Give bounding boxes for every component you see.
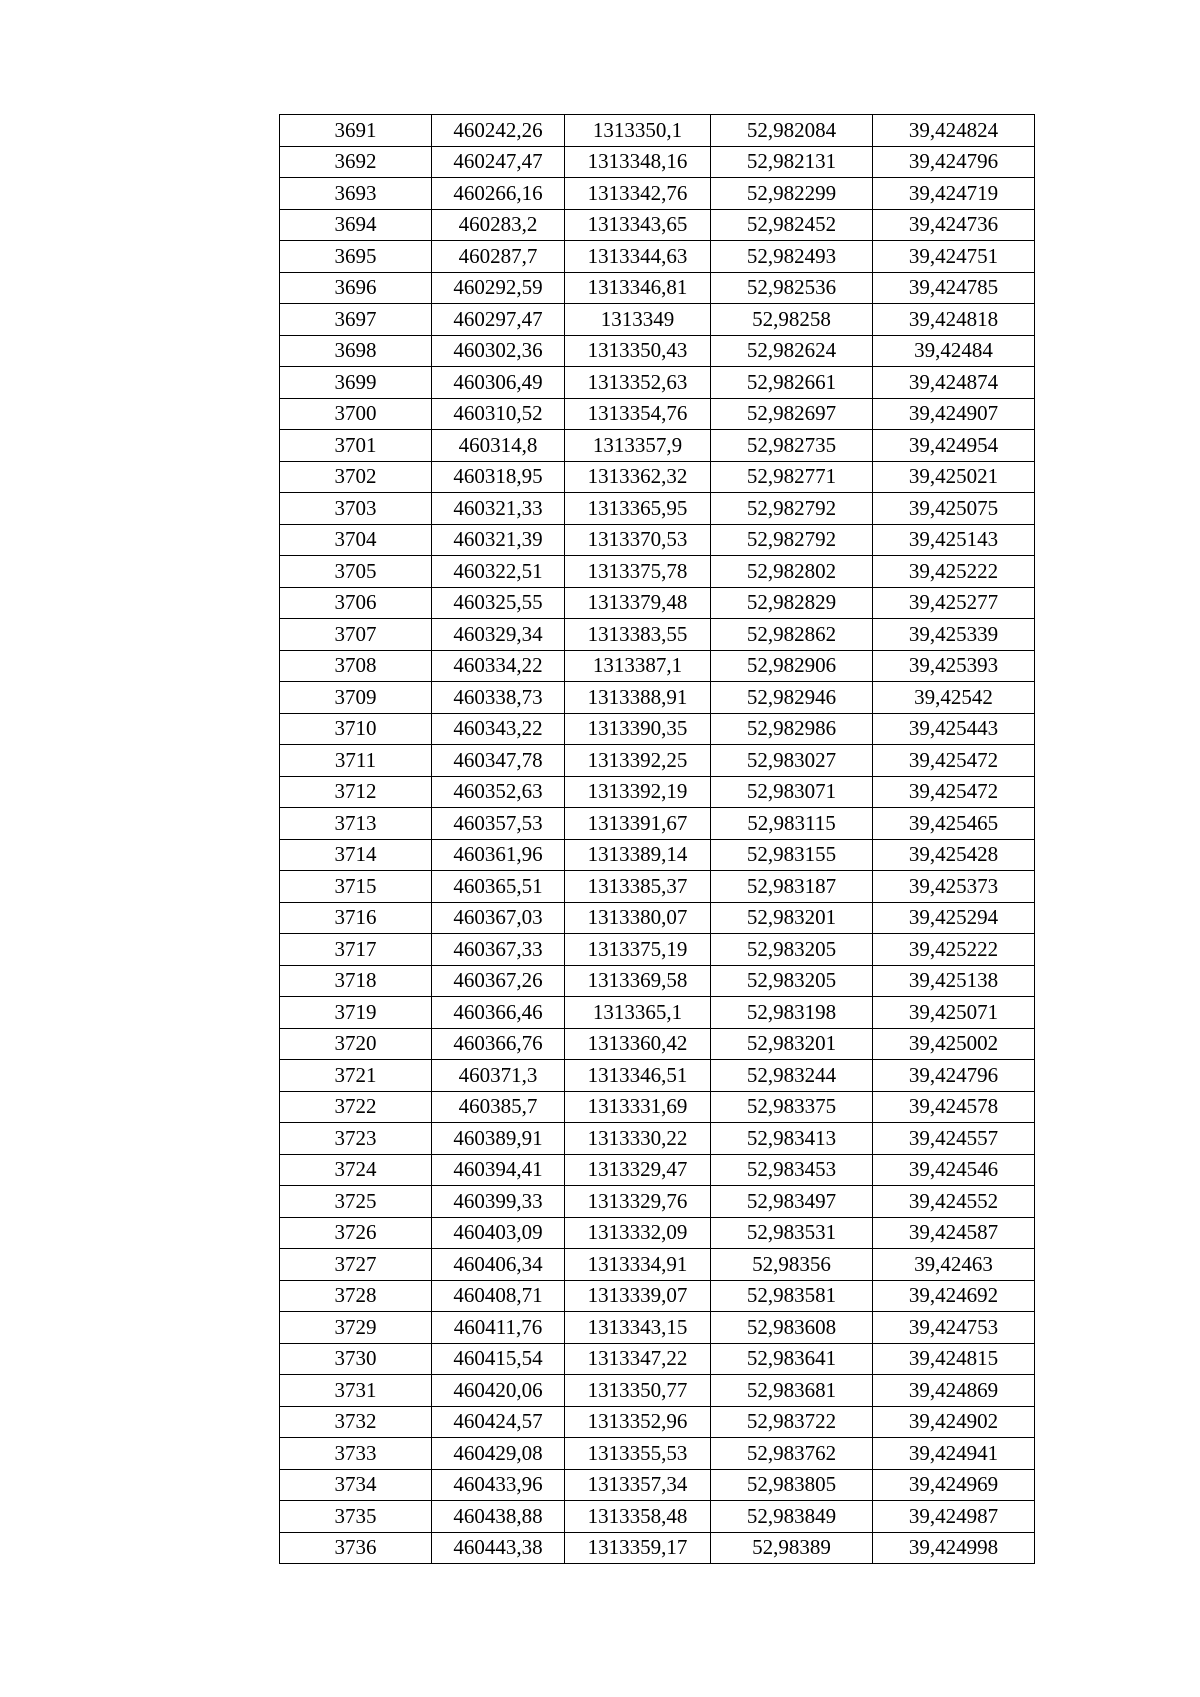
- longitude-cell: 39,424785: [873, 272, 1035, 304]
- x-coordinate-cell: 460322,51: [432, 556, 565, 588]
- y-coordinate-cell: 1313365,1: [565, 997, 711, 1029]
- latitude-cell: 52,983805: [711, 1469, 873, 1501]
- point-number-cell: 3695: [280, 241, 432, 273]
- table-row: [280, 1343, 1035, 1375]
- y-coordinate-cell: 1313346,51: [565, 1060, 711, 1092]
- table-row: [280, 839, 1035, 871]
- y-coordinate-cell: 1313331,69: [565, 1091, 711, 1123]
- x-coordinate-cell: 460302,36: [432, 335, 565, 367]
- point-number-cell: 3700: [280, 398, 432, 430]
- table-row: [280, 304, 1035, 336]
- longitude-cell: 39,425222: [873, 934, 1035, 966]
- point-number-cell: 3725: [280, 1186, 432, 1218]
- latitude-cell: 52,982624: [711, 335, 873, 367]
- table-row: [280, 272, 1035, 304]
- x-coordinate-cell: 460403,09: [432, 1217, 565, 1249]
- point-number-cell: 3713: [280, 808, 432, 840]
- latitude-cell: 52,983681: [711, 1375, 873, 1407]
- latitude-cell: 52,983244: [711, 1060, 873, 1092]
- x-coordinate-cell: 460443,38: [432, 1532, 565, 1564]
- table-row: [280, 934, 1035, 966]
- y-coordinate-cell: 1313352,63: [565, 367, 711, 399]
- y-coordinate-cell: 1313329,47: [565, 1154, 711, 1186]
- y-coordinate-cell: 1313339,07: [565, 1280, 711, 1312]
- y-coordinate-cell: 1313357,34: [565, 1469, 711, 1501]
- x-coordinate-cell: 460361,96: [432, 839, 565, 871]
- table-row: [280, 776, 1035, 808]
- point-number-cell: 3728: [280, 1280, 432, 1312]
- x-coordinate-cell: 460399,33: [432, 1186, 565, 1218]
- longitude-cell: 39,42463: [873, 1249, 1035, 1281]
- y-coordinate-cell: 1313390,35: [565, 713, 711, 745]
- y-coordinate-cell: 1313329,76: [565, 1186, 711, 1218]
- longitude-cell: 39,424736: [873, 209, 1035, 241]
- y-coordinate-cell: 1313350,43: [565, 335, 711, 367]
- point-number-cell: 3717: [280, 934, 432, 966]
- y-coordinate-cell: 1313346,81: [565, 272, 711, 304]
- longitude-cell: 39,425294: [873, 902, 1035, 934]
- y-coordinate-cell: 1313358,48: [565, 1501, 711, 1533]
- y-coordinate-cell: 1313344,63: [565, 241, 711, 273]
- table-row: [280, 997, 1035, 1029]
- table-row: [280, 619, 1035, 651]
- longitude-cell: 39,425075: [873, 493, 1035, 525]
- table-row: [280, 1469, 1035, 1501]
- point-number-cell: 3710: [280, 713, 432, 745]
- point-number-cell: 3701: [280, 430, 432, 462]
- latitude-cell: 52,982735: [711, 430, 873, 462]
- longitude-cell: 39,424815: [873, 1343, 1035, 1375]
- table-row: [280, 587, 1035, 619]
- table-row: [280, 650, 1035, 682]
- latitude-cell: 52,982946: [711, 682, 873, 714]
- x-coordinate-cell: 460433,96: [432, 1469, 565, 1501]
- latitude-cell: 52,983413: [711, 1123, 873, 1155]
- y-coordinate-cell: 1313352,96: [565, 1406, 711, 1438]
- latitude-cell: 52,982084: [711, 115, 873, 147]
- y-coordinate-cell: 1313330,22: [565, 1123, 711, 1155]
- point-number-cell: 3708: [280, 650, 432, 682]
- latitude-cell: 52,983641: [711, 1343, 873, 1375]
- y-coordinate-cell: 1313347,22: [565, 1343, 711, 1375]
- y-coordinate-cell: 1313355,53: [565, 1438, 711, 1470]
- x-coordinate-cell: 460266,16: [432, 178, 565, 210]
- latitude-cell: 52,983198: [711, 997, 873, 1029]
- table-row: [280, 241, 1035, 273]
- latitude-cell: 52,983155: [711, 839, 873, 871]
- table-row: [280, 115, 1035, 147]
- point-number-cell: 3721: [280, 1060, 432, 1092]
- longitude-cell: 39,425277: [873, 587, 1035, 619]
- table-row: [280, 398, 1035, 430]
- longitude-cell: 39,424941: [873, 1438, 1035, 1470]
- longitude-cell: 39,425021: [873, 461, 1035, 493]
- point-number-cell: 3732: [280, 1406, 432, 1438]
- x-coordinate-cell: 460292,59: [432, 272, 565, 304]
- point-number-cell: 3719: [280, 997, 432, 1029]
- point-number-cell: 3722: [280, 1091, 432, 1123]
- point-number-cell: 3707: [280, 619, 432, 651]
- x-coordinate-cell: 460247,47: [432, 146, 565, 178]
- y-coordinate-cell: 1313375,19: [565, 934, 711, 966]
- point-number-cell: 3705: [280, 556, 432, 588]
- y-coordinate-cell: 1313343,65: [565, 209, 711, 241]
- latitude-cell: 52,983722: [711, 1406, 873, 1438]
- x-coordinate-cell: 460367,33: [432, 934, 565, 966]
- y-coordinate-cell: 1313359,17: [565, 1532, 711, 1564]
- point-number-cell: 3726: [280, 1217, 432, 1249]
- x-coordinate-cell: 460314,8: [432, 430, 565, 462]
- latitude-cell: 52,983581: [711, 1280, 873, 1312]
- point-number-cell: 3709: [280, 682, 432, 714]
- y-coordinate-cell: 1313348,16: [565, 146, 711, 178]
- longitude-cell: 39,425393: [873, 650, 1035, 682]
- x-coordinate-cell: 460318,95: [432, 461, 565, 493]
- x-coordinate-cell: 460371,3: [432, 1060, 565, 1092]
- point-number-cell: 3711: [280, 745, 432, 777]
- latitude-cell: 52,983071: [711, 776, 873, 808]
- longitude-cell: 39,424719: [873, 178, 1035, 210]
- y-coordinate-cell: 1313350,77: [565, 1375, 711, 1407]
- coordinates-table-body: [280, 115, 1035, 1564]
- y-coordinate-cell: 1313332,09: [565, 1217, 711, 1249]
- y-coordinate-cell: 1313354,76: [565, 398, 711, 430]
- x-coordinate-cell: 460394,41: [432, 1154, 565, 1186]
- x-coordinate-cell: 460429,08: [432, 1438, 565, 1470]
- x-coordinate-cell: 460385,7: [432, 1091, 565, 1123]
- y-coordinate-cell: 1313392,19: [565, 776, 711, 808]
- y-coordinate-cell: 1313357,9: [565, 430, 711, 462]
- table-row: [280, 335, 1035, 367]
- table-row: [280, 1249, 1035, 1281]
- x-coordinate-cell: 460334,22: [432, 650, 565, 682]
- y-coordinate-cell: 1313383,55: [565, 619, 711, 651]
- longitude-cell: 39,424796: [873, 146, 1035, 178]
- x-coordinate-cell: 460329,34: [432, 619, 565, 651]
- longitude-cell: 39,425002: [873, 1028, 1035, 1060]
- x-coordinate-cell: 460389,91: [432, 1123, 565, 1155]
- table-row: [280, 524, 1035, 556]
- point-number-cell: 3699: [280, 367, 432, 399]
- y-coordinate-cell: 1313342,76: [565, 178, 711, 210]
- latitude-cell: 52,982906: [711, 650, 873, 682]
- longitude-cell: 39,424998: [873, 1532, 1035, 1564]
- y-coordinate-cell: 1313349: [565, 304, 711, 336]
- table-row: [280, 1280, 1035, 1312]
- table-row: [280, 1091, 1035, 1123]
- longitude-cell: 39,42542: [873, 682, 1035, 714]
- x-coordinate-cell: 460438,88: [432, 1501, 565, 1533]
- latitude-cell: 52,982986: [711, 713, 873, 745]
- x-coordinate-cell: 460310,52: [432, 398, 565, 430]
- longitude-cell: 39,424969: [873, 1469, 1035, 1501]
- longitude-cell: 39,425373: [873, 871, 1035, 903]
- table-row: [280, 1438, 1035, 1470]
- x-coordinate-cell: 460406,34: [432, 1249, 565, 1281]
- table-row: [280, 808, 1035, 840]
- latitude-cell: 52,983187: [711, 871, 873, 903]
- longitude-cell: 39,425465: [873, 808, 1035, 840]
- point-number-cell: 3724: [280, 1154, 432, 1186]
- longitude-cell: 39,425071: [873, 997, 1035, 1029]
- longitude-cell: 39,425472: [873, 776, 1035, 808]
- x-coordinate-cell: 460424,57: [432, 1406, 565, 1438]
- latitude-cell: 52,982802: [711, 556, 873, 588]
- x-coordinate-cell: 460338,73: [432, 682, 565, 714]
- table-row: [280, 1312, 1035, 1344]
- table-row: [280, 1060, 1035, 1092]
- longitude-cell: 39,424587: [873, 1217, 1035, 1249]
- longitude-cell: 39,424692: [873, 1280, 1035, 1312]
- y-coordinate-cell: 1313389,14: [565, 839, 711, 871]
- table-row: [280, 1406, 1035, 1438]
- x-coordinate-cell: 460287,7: [432, 241, 565, 273]
- y-coordinate-cell: 1313365,95: [565, 493, 711, 525]
- table-row: [280, 1375, 1035, 1407]
- x-coordinate-cell: 460411,76: [432, 1312, 565, 1344]
- latitude-cell: 52,982536: [711, 272, 873, 304]
- point-number-cell: 3703: [280, 493, 432, 525]
- point-number-cell: 3716: [280, 902, 432, 934]
- latitude-cell: 52,982452: [711, 209, 873, 241]
- table-row: [280, 902, 1035, 934]
- y-coordinate-cell: 1313392,25: [565, 745, 711, 777]
- point-number-cell: 3715: [280, 871, 432, 903]
- table-row: [280, 209, 1035, 241]
- point-number-cell: 3718: [280, 965, 432, 997]
- longitude-cell: 39,424546: [873, 1154, 1035, 1186]
- longitude-cell: 39,424796: [873, 1060, 1035, 1092]
- latitude-cell: 52,982493: [711, 241, 873, 273]
- x-coordinate-cell: 460367,03: [432, 902, 565, 934]
- table-row: [280, 367, 1035, 399]
- latitude-cell: 52,983375: [711, 1091, 873, 1123]
- point-number-cell: 3694: [280, 209, 432, 241]
- latitude-cell: 52,983762: [711, 1438, 873, 1470]
- latitude-cell: 52,983497: [711, 1186, 873, 1218]
- point-number-cell: 3697: [280, 304, 432, 336]
- point-number-cell: 3714: [280, 839, 432, 871]
- y-coordinate-cell: 1313375,78: [565, 556, 711, 588]
- y-coordinate-cell: 1313362,32: [565, 461, 711, 493]
- longitude-cell: 39,424869: [873, 1375, 1035, 1407]
- x-coordinate-cell: 460420,06: [432, 1375, 565, 1407]
- point-number-cell: 3736: [280, 1532, 432, 1564]
- point-number-cell: 3702: [280, 461, 432, 493]
- longitude-cell: 39,425138: [873, 965, 1035, 997]
- point-number-cell: 3727: [280, 1249, 432, 1281]
- latitude-cell: 52,98356: [711, 1249, 873, 1281]
- longitude-cell: 39,425222: [873, 556, 1035, 588]
- longitude-cell: 39,425428: [873, 839, 1035, 871]
- table-row: [280, 1501, 1035, 1533]
- x-coordinate-cell: 460408,71: [432, 1280, 565, 1312]
- point-number-cell: 3731: [280, 1375, 432, 1407]
- x-coordinate-cell: 460343,22: [432, 713, 565, 745]
- longitude-cell: 39,425339: [873, 619, 1035, 651]
- longitude-cell: 39,424902: [873, 1406, 1035, 1438]
- x-coordinate-cell: 460242,26: [432, 115, 565, 147]
- longitude-cell: 39,425443: [873, 713, 1035, 745]
- x-coordinate-cell: 460367,26: [432, 965, 565, 997]
- longitude-cell: 39,42484: [873, 335, 1035, 367]
- point-number-cell: 3734: [280, 1469, 432, 1501]
- x-coordinate-cell: 460366,46: [432, 997, 565, 1029]
- point-number-cell: 3693: [280, 178, 432, 210]
- y-coordinate-cell: 1313369,58: [565, 965, 711, 997]
- latitude-cell: 52,983201: [711, 902, 873, 934]
- latitude-cell: 52,982771: [711, 461, 873, 493]
- latitude-cell: 52,983027: [711, 745, 873, 777]
- y-coordinate-cell: 1313360,42: [565, 1028, 711, 1060]
- table-row: [280, 430, 1035, 462]
- coordinates-table: [279, 114, 1035, 1564]
- point-number-cell: 3706: [280, 587, 432, 619]
- longitude-cell: 39,425472: [873, 745, 1035, 777]
- point-number-cell: 3733: [280, 1438, 432, 1470]
- table-row: [280, 178, 1035, 210]
- longitude-cell: 39,424818: [873, 304, 1035, 336]
- latitude-cell: 52,982697: [711, 398, 873, 430]
- y-coordinate-cell: 1313334,91: [565, 1249, 711, 1281]
- point-number-cell: 3691: [280, 115, 432, 147]
- y-coordinate-cell: 1313385,37: [565, 871, 711, 903]
- point-number-cell: 3729: [280, 1312, 432, 1344]
- latitude-cell: 52,982862: [711, 619, 873, 651]
- table-row: [280, 461, 1035, 493]
- table-row: [280, 965, 1035, 997]
- latitude-cell: 52,983201: [711, 1028, 873, 1060]
- latitude-cell: 52,983205: [711, 965, 873, 997]
- point-number-cell: 3720: [280, 1028, 432, 1060]
- longitude-cell: 39,424557: [873, 1123, 1035, 1155]
- table-row: [280, 745, 1035, 777]
- latitude-cell: 52,98258: [711, 304, 873, 336]
- latitude-cell: 52,983608: [711, 1312, 873, 1344]
- table-row: [280, 1217, 1035, 1249]
- y-coordinate-cell: 1313343,15: [565, 1312, 711, 1344]
- point-number-cell: 3723: [280, 1123, 432, 1155]
- table-row: [280, 1186, 1035, 1218]
- latitude-cell: 52,982829: [711, 587, 873, 619]
- latitude-cell: 52,983531: [711, 1217, 873, 1249]
- latitude-cell: 52,982792: [711, 524, 873, 556]
- x-coordinate-cell: 460352,63: [432, 776, 565, 808]
- y-coordinate-cell: 1313388,91: [565, 682, 711, 714]
- longitude-cell: 39,424907: [873, 398, 1035, 430]
- x-coordinate-cell: 460415,54: [432, 1343, 565, 1375]
- x-coordinate-cell: 460321,33: [432, 493, 565, 525]
- x-coordinate-cell: 460365,51: [432, 871, 565, 903]
- table-row: [280, 682, 1035, 714]
- latitude-cell: 52,983453: [711, 1154, 873, 1186]
- table-row: [280, 493, 1035, 525]
- longitude-cell: 39,424874: [873, 367, 1035, 399]
- latitude-cell: 52,982792: [711, 493, 873, 525]
- point-number-cell: 3730: [280, 1343, 432, 1375]
- latitude-cell: 52,982299: [711, 178, 873, 210]
- x-coordinate-cell: 460366,76: [432, 1028, 565, 1060]
- table-row: [280, 1123, 1035, 1155]
- longitude-cell: 39,424578: [873, 1091, 1035, 1123]
- x-coordinate-cell: 460306,49: [432, 367, 565, 399]
- point-number-cell: 3698: [280, 335, 432, 367]
- table-row: [280, 1028, 1035, 1060]
- latitude-cell: 52,983849: [711, 1501, 873, 1533]
- y-coordinate-cell: 1313350,1: [565, 115, 711, 147]
- longitude-cell: 39,425143: [873, 524, 1035, 556]
- point-number-cell: 3696: [280, 272, 432, 304]
- y-coordinate-cell: 1313380,07: [565, 902, 711, 934]
- table-row: [280, 713, 1035, 745]
- table-row: [280, 556, 1035, 588]
- y-coordinate-cell: 1313391,67: [565, 808, 711, 840]
- table-row: [280, 1154, 1035, 1186]
- longitude-cell: 39,424552: [873, 1186, 1035, 1218]
- point-number-cell: 3692: [280, 146, 432, 178]
- point-number-cell: 3712: [280, 776, 432, 808]
- x-coordinate-cell: 460325,55: [432, 587, 565, 619]
- longitude-cell: 39,424824: [873, 115, 1035, 147]
- longitude-cell: 39,424954: [873, 430, 1035, 462]
- latitude-cell: 52,983205: [711, 934, 873, 966]
- latitude-cell: 52,98389: [711, 1532, 873, 1564]
- longitude-cell: 39,424987: [873, 1501, 1035, 1533]
- latitude-cell: 52,983115: [711, 808, 873, 840]
- point-number-cell: 3735: [280, 1501, 432, 1533]
- x-coordinate-cell: 460357,53: [432, 808, 565, 840]
- table-row: [280, 871, 1035, 903]
- longitude-cell: 39,424751: [873, 241, 1035, 273]
- table-row: [280, 146, 1035, 178]
- latitude-cell: 52,982131: [711, 146, 873, 178]
- latitude-cell: 52,982661: [711, 367, 873, 399]
- point-number-cell: 3704: [280, 524, 432, 556]
- x-coordinate-cell: 460347,78: [432, 745, 565, 777]
- table-row: [280, 1532, 1035, 1564]
- x-coordinate-cell: 460297,47: [432, 304, 565, 336]
- y-coordinate-cell: 1313379,48: [565, 587, 711, 619]
- y-coordinate-cell: 1313387,1: [565, 650, 711, 682]
- x-coordinate-cell: 460283,2: [432, 209, 565, 241]
- y-coordinate-cell: 1313370,53: [565, 524, 711, 556]
- x-coordinate-cell: 460321,39: [432, 524, 565, 556]
- longitude-cell: 39,424753: [873, 1312, 1035, 1344]
